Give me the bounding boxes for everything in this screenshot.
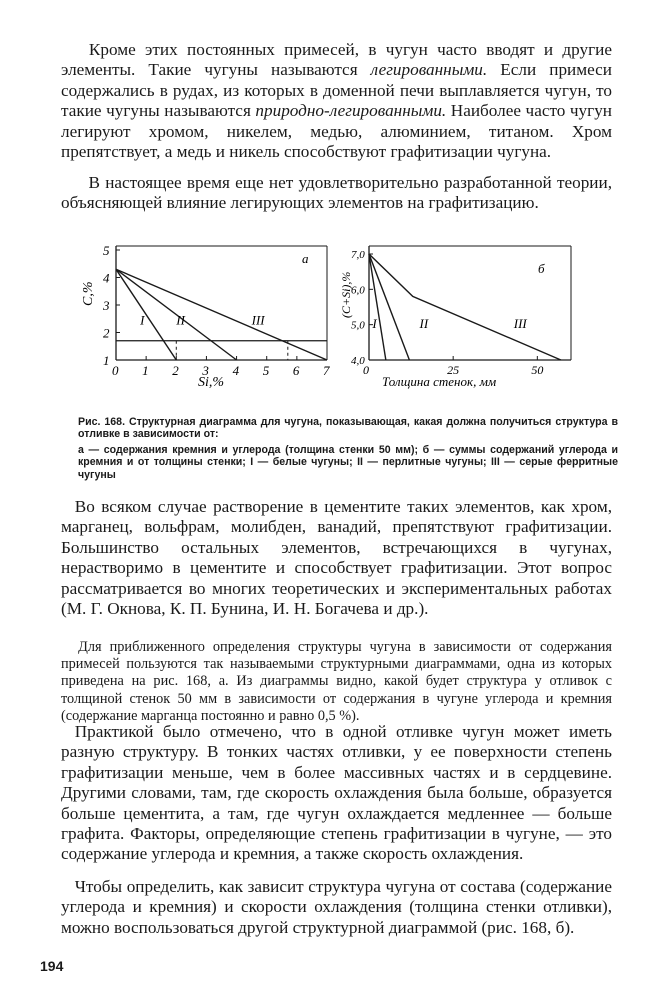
chart-a-x-tick-label: 2: [172, 363, 179, 378]
chart-b-region-label: III: [513, 316, 527, 332]
chart-a-y-tick-label: 5: [103, 243, 110, 258]
figure-168: [80, 236, 620, 411]
chart-b-region-label: I: [372, 316, 377, 332]
paragraph-5: Практикой было отмечено, что в одной отливке чугун может иметь разную структуру. В тонких частях отливки, у ее поверхности степень графитизации меньше, чем в более массивных частях и в сердцевине. Другими словами, там, где скорость охлаждения была больше, образуется больше цементита, а там, где чугун охлаждается медленнее — больше графита. Факторы, определяющие степень графитизации в чугуне, — это содержание углерода и кремния, а также скорость охлаждения.: [61, 722, 612, 864]
chart-a-ylabel: C,%: [81, 281, 96, 306]
paragraph-6: Чтобы определить, как зависит структура чугуна от состава (содержание углерода и кремния) и скорости охлаждения (толщина стенки отливки), можно воспользоваться другой структурной диаграммой (рис. 168, б).: [61, 877, 612, 937]
chart-b-series-line: [369, 254, 386, 360]
chart-a-region-label: III: [251, 312, 265, 328]
paragraph-1: [61, 40, 612, 162]
chart-b-y-tick-label: 5,0: [351, 319, 365, 332]
paragraph-1-text-b: Если примеси содержались в рудах, из которых в доменной печи выплавляется чугун, то такие чугуны называются: [61, 60, 612, 121]
chart-b-x-tick-label: 50: [531, 363, 544, 377]
chart-b-x-tick-label: 25: [447, 363, 460, 377]
chart-a-y-tick-label: 4: [103, 270, 110, 286]
chart-a-x-tick-label: 4: [232, 363, 240, 378]
chart-a-y-tick-label: 1: [103, 353, 110, 368]
caption-legend: а — содержания кремния и углерода (толщина стенки 50 мм); б — суммы содержаний углерода и кремния и от толщины стенки; I — белые чугуны; II — перлитные чугуны; III — серые ферритные чугуны: [78, 443, 618, 481]
chart-a-xlabel: Si,%: [198, 375, 225, 390]
chart-b-region-label: II: [419, 316, 429, 332]
chart-a-panel-label: а: [302, 251, 309, 266]
chart-a-x-tick-label: 5: [262, 363, 270, 378]
chart-a-series-line: [116, 269, 327, 360]
chart-b-y-tick-label: 7,0: [351, 249, 365, 261]
chart-a-x-tick-label: 0: [112, 363, 119, 378]
chart-a-y-tick-label: 3: [103, 298, 110, 313]
chart-a-x-tick-label: 3: [202, 363, 209, 378]
chart-b-series-line: [369, 254, 409, 360]
paragraph-1-text-c: Наиболее часто чугун легируют хромом, никелем, медью, алюминием, титаном. Хром препятствует, а медь и никель способствуют графитизации чугуна.: [61, 101, 612, 162]
paragraph-2: В настоящее время еще нет удовлетворительно разработанной теории, объясняющей влияние легирующих элементов на графитизацию.: [61, 173, 612, 213]
chart-a-region-label: I: [140, 312, 145, 328]
term-prirodno-legirovannye: природно-легированными.: [255, 101, 447, 121]
chart-a-x-tick-label: 1: [142, 363, 149, 378]
chart-a-x-tick-label: 6: [292, 363, 300, 378]
chart-b-y-tick-label: 6,0: [351, 284, 365, 297]
chart-b-xlabel: Толщина стенок, мм: [382, 374, 497, 389]
chart-a-y-tick-label: 2: [103, 325, 110, 341]
paragraph-1-text-a: Кроме этих постоянных примесей, в чугун часто вводят и другие элементы. Такие чугуны называются: [61, 40, 612, 80]
paragraph-4: Для приближенного определения структуры чугуна в зависимости от содержания примесей пользуются так называемыми структурными диаграммами, одна из которых приведена на рис. 168, а. Из диаграммы видно, какой будет структура у отливок с толщиной стенок 50 мм в зависимости от содержания в чугуне углерода и кремния (содержание марганца постоянно и равно 0,5 %).: [61, 639, 612, 724]
chart-b-series-line: [369, 254, 561, 360]
chart-a-x-tick-label: 7: [323, 363, 330, 378]
caption-title: Рис. 168. Структурная диаграмма для чугуна, показывающая, какая должна получиться структура в отливке в зависимости от:: [78, 416, 618, 441]
chart-b-x-tick-label: 0: [363, 363, 369, 377]
chart-a: [80, 236, 340, 401]
chart-a-region-label: II: [176, 312, 185, 328]
chart-b-y-tick-label: 4,0: [351, 355, 365, 367]
term-legirovannye: легированными.: [370, 60, 488, 80]
chart-b-ylabel: (C+Si),%: [339, 271, 353, 318]
chart-b-panel-label: б: [538, 261, 545, 276]
figure-caption: [78, 416, 618, 481]
page-number: 194: [40, 958, 64, 974]
chart-b: [339, 236, 602, 401]
paragraph-3: Во всяком случае растворение в цементите таких элементов, как хром, марганец, вольфрам, молибден, ванадий, препятствуют графитизации. Большинство остальных элементов, встречающихся в чугунах, нерастворимо в цементите и способствует графитизации. Этот вопрос рассматривается во многих теоретических и экспериментальных работах (М. Г. Окнова, К. П. Бунина, И. Н. Богачева и др.).: [61, 497, 612, 619]
